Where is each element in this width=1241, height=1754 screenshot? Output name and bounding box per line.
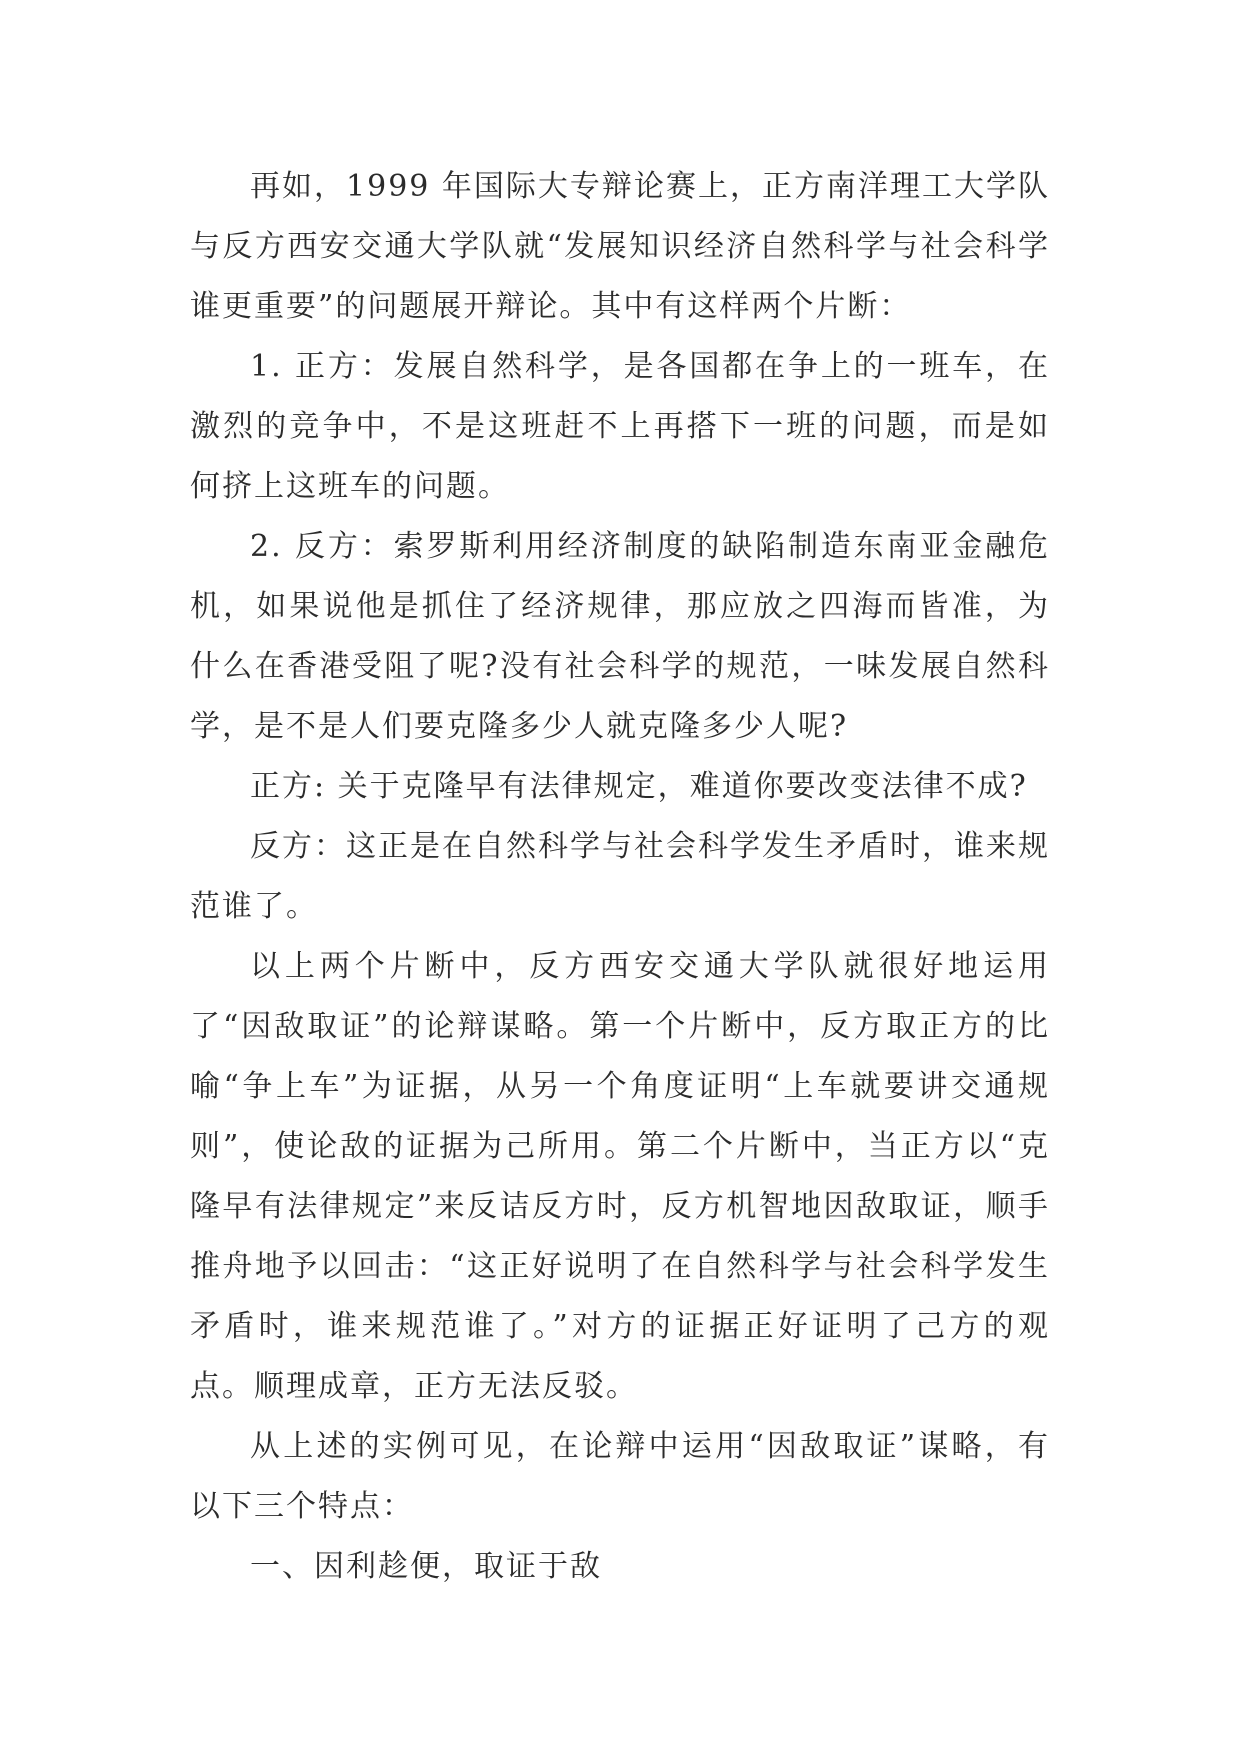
paragraph-con-reply: 反方：这正是在自然科学与社会科学发生矛盾时，谁来规范谁了。 [190, 829, 1050, 924]
paragraph-excerpt-2: 2. 反方：索罗斯利用经济制度的缺陷制造东南亚金融危机，如果说他是抓住了经济规律，那应放之四海而皆准，为什么在香港受阻了呢?没有社会科学的规范，一味发展自然科学，是不是人们要克隆多少人就克隆多少人呢? [190, 529, 1050, 744]
paragraph-intro: 再如，1999 年国际大专辩论赛上，正方南洋理工大学队与反方西安交通大学队就“发展知识经济自然科学与社会科学谁更重要”的问题展开辩论。其中有这样两个片断： [190, 169, 1050, 324]
document-body [190, 157, 1050, 1597]
paragraph-analysis: 以上两个片断中，反方西安交通大学队就很好地运用了“因敌取证”的论辩谋略。第一个片断中，反方取正方的比喻“争上车”为证据，从另一个角度证明“上车就要讲交通规则”，使论敌的证据为己所用。第二个片断中，当正方以“克隆早有法律规定”来反诘反方时，反方机智地因敌取证，顺手推舟地予以回击：“这正好说明了在自然科学与社会科学发生矛盾时，谁来规范谁了。”对方的证据正好证明了己方的观点。顺理成章，正方无法反驳。 [190, 949, 1050, 1404]
paragraph-pro-reply: 正方: 关于克隆早有法律规定，难道你要改变法律不成? [250, 769, 1028, 804]
paragraph-excerpt-1: 1. 正方：发展自然科学，是各国都在争上的一班车，在激烈的竞争中，不是这班赶不上再搭下一班的问题，而是如何挤上这班车的问题。 [190, 349, 1050, 504]
paragraph-features-intro: 从上述的实例可见，在论辩中运用“因敌取证”谋略，有以下三个特点： [190, 1429, 1050, 1524]
section-heading-1: 一、因利趁便，取证于敌 [250, 1549, 602, 1584]
